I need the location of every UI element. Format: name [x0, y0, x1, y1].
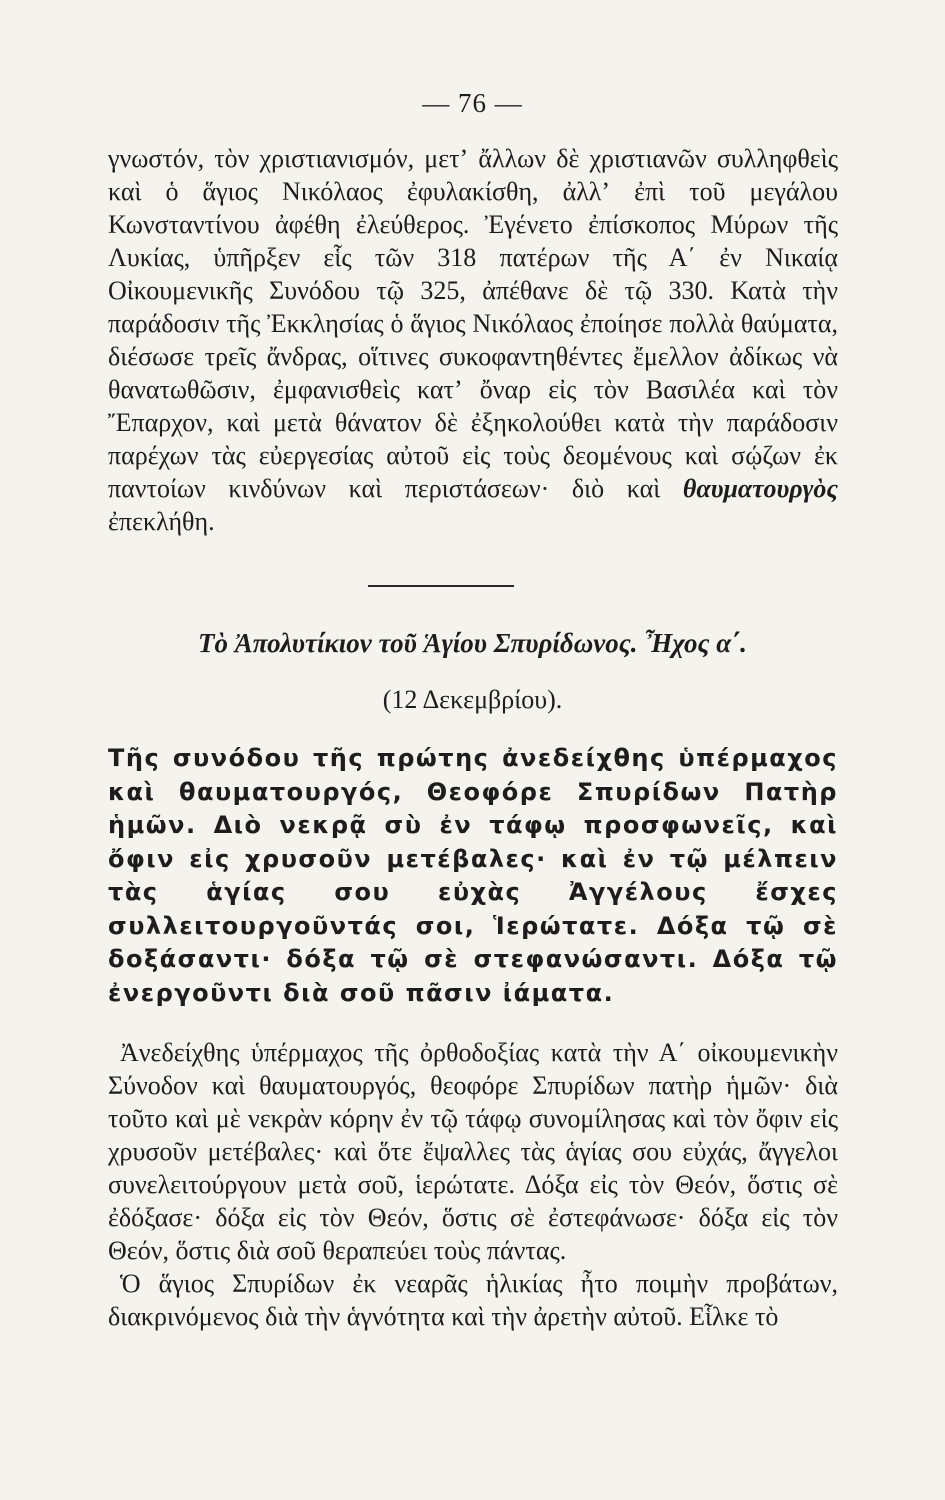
paragraph-ending: ἐπεκλήθη.	[108, 507, 215, 536]
emphasized-word: θαυματουργὸς	[682, 474, 838, 503]
section-heading: Τὸ Ἀπολυτίκιον τοῦ Ἁγίου Σπυρίδωνος. Ἦχος α΄.	[198, 628, 747, 658]
page-number: — 76 —	[422, 88, 523, 118]
hymn-text: Τῆς συνόδου τῆς πρώτης ἀνεδείχθης ὑπέρμαχος καὶ θαυματουργός, Θεοφόρε Σπυρίδων Πατὴρ ἡμῶν. Διὸ νεκρᾷ σὺ ἐν τάφῳ προσφωνεῖς, καὶ ὄφιν εἰς χρυσοῦν μετέβαλες· καὶ ἐν τῷ μέλπειν τὰς ἁγίας σου εὐχὰς Ἀγγέλους ἔσχες συλλειτουργοῦντάς σοι, Ἱερώτατε. Δόξα τῷ σὲ δοξάσαντι· δόξα τῷ σὲ στεφανώσαντι. Δόξα τῷ ἐνεργοῦντι διὰ σοῦ πᾶσιν ἰάματα.	[108, 744, 838, 1007]
paragraph-text: γνωστόν, τὸν χριστιανισμόν, μετʼ ἄλλων δὲ χριστιανῶν συλληφθεὶς καὶ ὁ ἅγιος Νικόλαος ἐφυλακίσθη, ἀλλʼ ἐπὶ τοῦ μεγάλου Κωνσταντίνου ἀφέθη ἐλεύθερος. Ἐγένετο ἐπίσκοπος Μύρων τῆς Λυκίας, ὑπῆρξεν εἷς τῶν 318 πατέρων τῆς Α΄ ἐν Νικαίᾳ Οἰκουμενικῆς Συνόδου τῷ 325, ἀπέθανε δὲ τῷ 330. Κατὰ τὴν παράδοσιν τῆς Ἐκκλησίας ὁ ἅγιος Νικόλαος ἐποίησε πολλὰ θαύματα, διέσωσε τρεῖς ἄνδρας, οἵτινες συκοφαντηθέντες ἔμελλον ἀδίκως νὰ θανατωθῶσιν, ἐμφανισθεὶς κατʼ ὄναρ εἰς τὸν Βασιλέα καὶ τὸν Ἔπαρχον, καὶ μετὰ θάνατον δὲ ἐξηκολούθει κατὰ τὴν παράδοσιν παρέχων τὰς εὐεργεσίας αὐτοῦ εἰς τοὺς δεομένους καὶ σῴζων ἐκ παντοίων κινδύνων καὶ περιστάσεων· διὸ καὶ	[108, 144, 838, 503]
section-divider	[368, 585, 514, 587]
section-date: (12 Δεκεμβρίου).	[382, 685, 563, 714]
paragraph-hymn-paraphrase: Ἀνεδείχθης ὑπέρμαχος τῆς ὀρθοδοξίας κατὰ τὴν Α΄ οἰκουμενικὴν Σύνοδον καὶ θαυματουργός, θεοφόρε Σπυρίδων πατὴρ ἡμῶν· διὰ τοῦτο καὶ μὲ νεκρὰν κόρην ἐν τῷ τάφῳ συνομίλησας καὶ τὸν ὄφιν εἰς χρυσοῦν μετέβαλες· καὶ ὅτε ἔψαλλες τὰς ἁγίας σου εὐχάς, ἄγγελοι συνελειτούργουν μετὰ σοῦ, ἱερώτατε. Δόξα εἰς τὸν Θεόν, ὅστις σὲ ἐδόξασε· δόξα εἰς τὸν Θεόν, ὅστις σὲ ἐστεφάνωσε· δόξα εἰς τὸν Θεόν, ὅστις διὰ σοῦ θεραπεύει τοὺς πάντας.	[108, 1038, 838, 1265]
paragraph-saint-spyridon: Ὁ ἅγιος Σπυρίδων ἐκ νεαρᾶς ἡλικίας ἦτο ποιμὴν προβάτων, διακρινόμενος διὰ τὴν ἁγνότητα καὶ τὴν ἀρετὴν αὐτοῦ. Εἷλκε τὸ	[108, 1269, 838, 1331]
paragraph-saint-nicholas	[108, 142, 838, 538]
